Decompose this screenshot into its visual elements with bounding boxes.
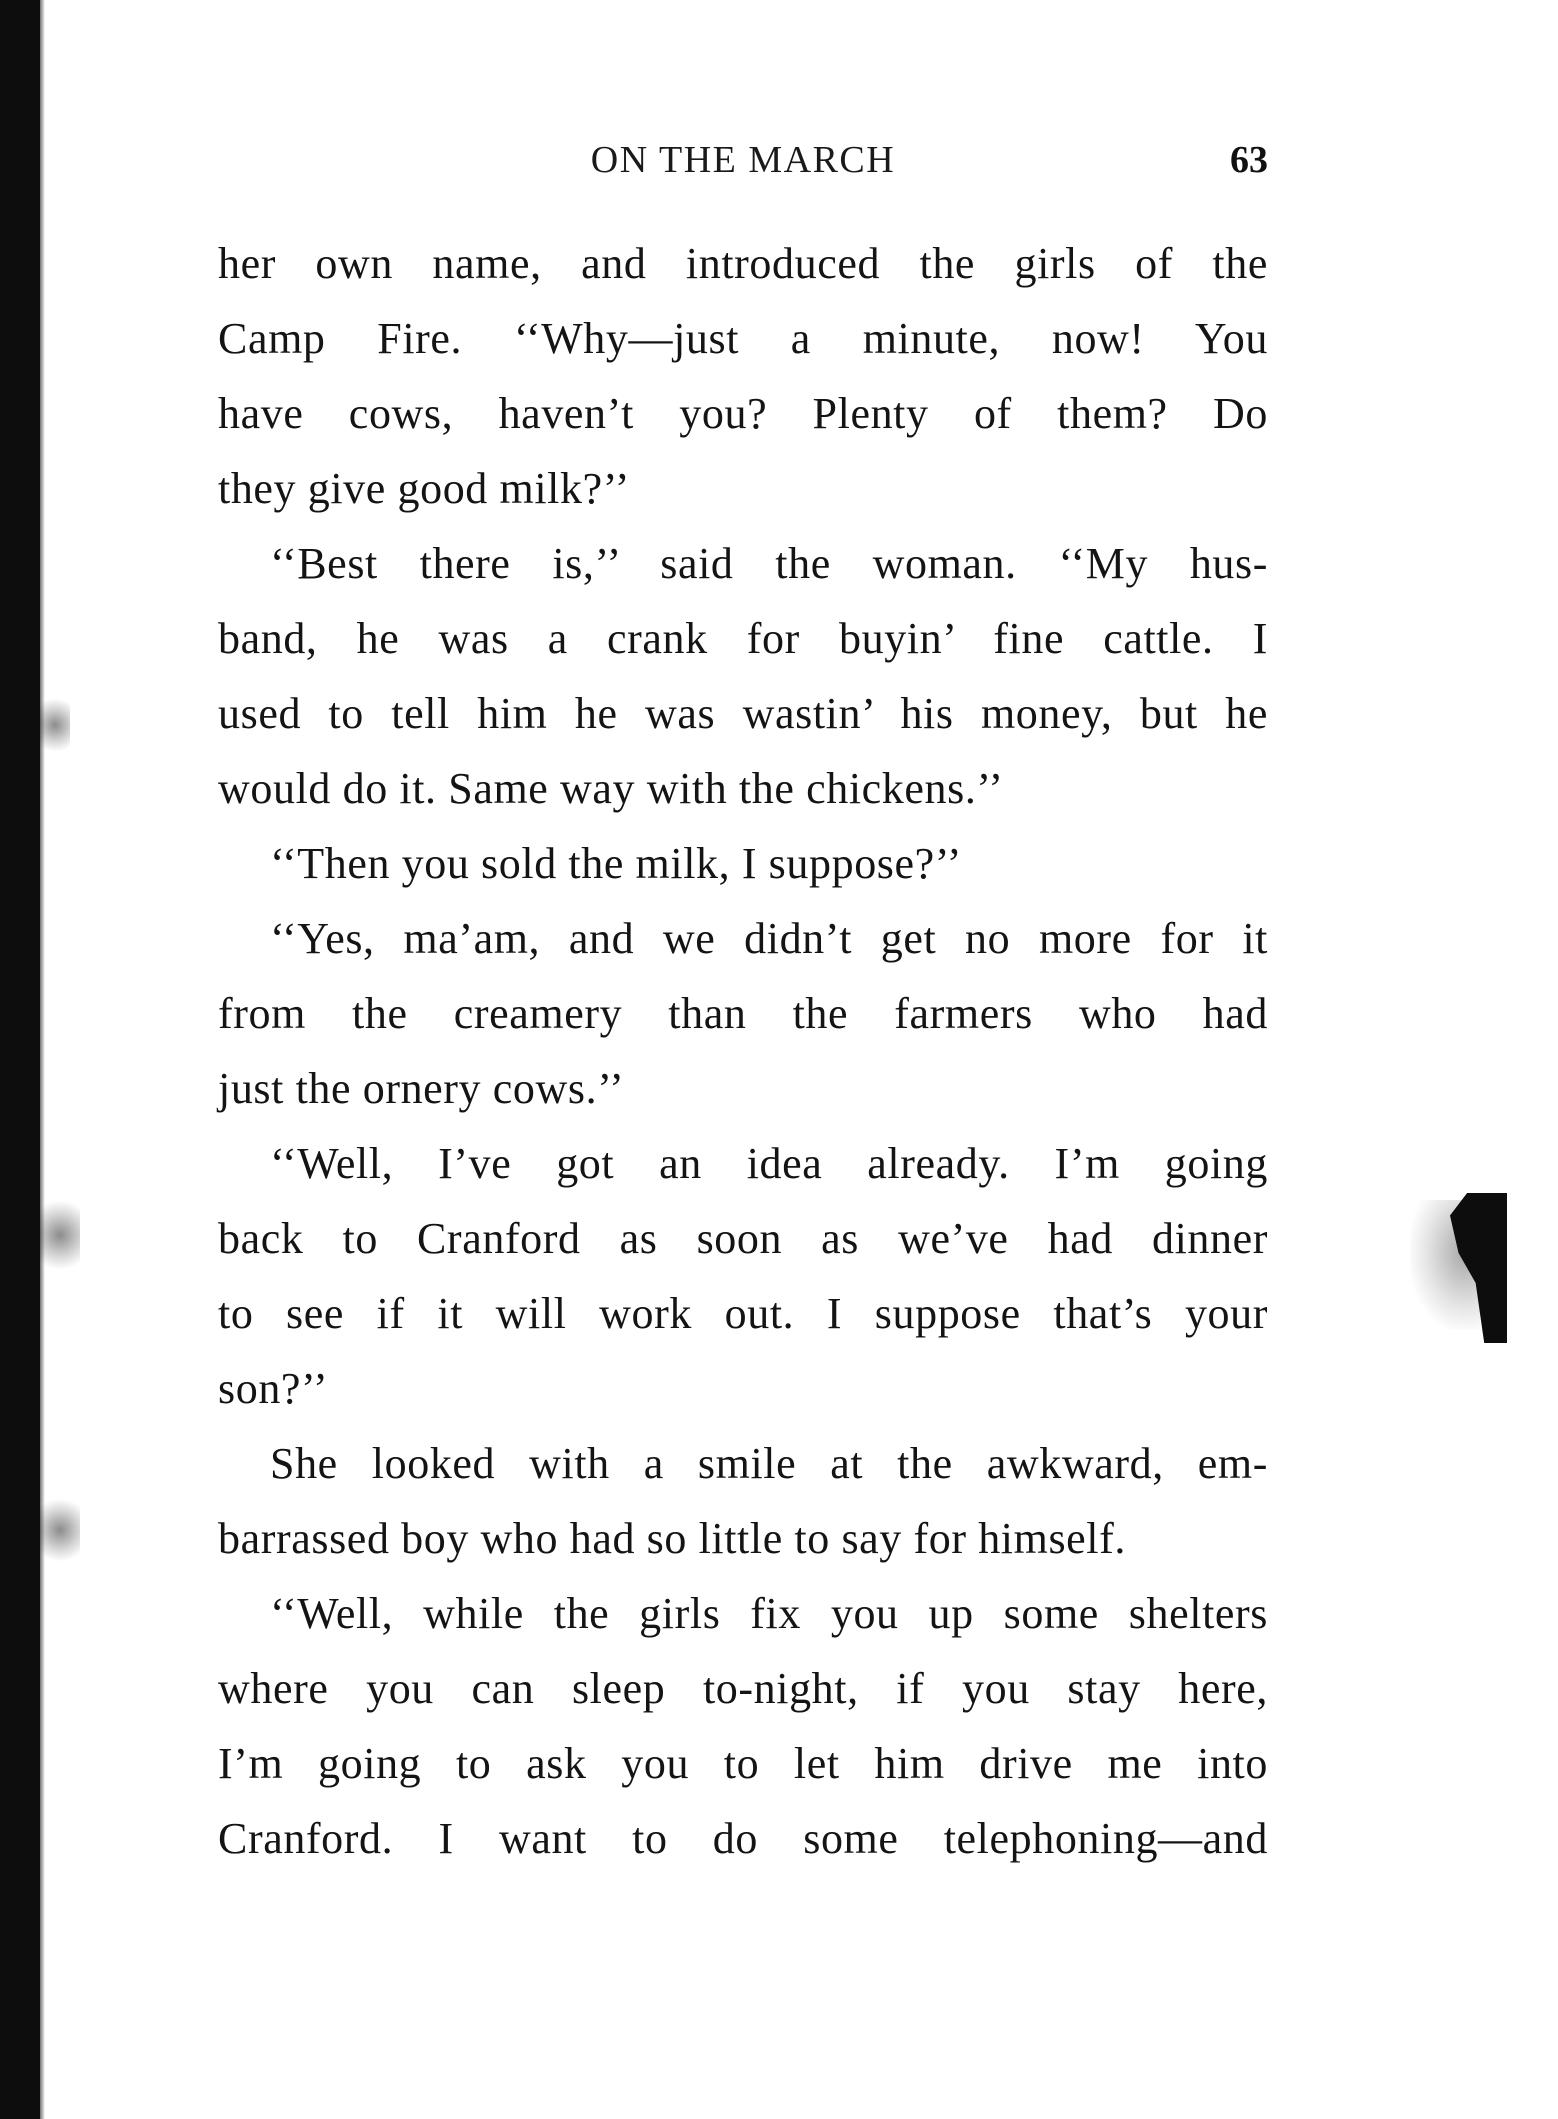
body-text [218, 226, 1268, 1876]
text-line: just the ornery cows.’’ [218, 1064, 625, 1113]
running-title: ON THE MARCH [590, 139, 896, 181]
text-line: Cranford. I want to do some telephoning—and [218, 1814, 1268, 1863]
text-line: would do it. Same way with the chickens.’’ [218, 764, 1004, 813]
text-line: have cows, haven’t you? Plenty of them? Do [218, 389, 1268, 438]
text-line: ‘‘Well, while the girls fix you up some shelters [270, 1589, 1268, 1638]
text-line: where you can sleep to-night, if you stay here, [218, 1664, 1268, 1713]
text-line: used to tell him he was wastin’ his money, but he [218, 689, 1268, 738]
text-line: ‘‘Yes, ma’am, and we didn’t get no more for it [270, 914, 1268, 963]
text-line: to see if it will work out. I suppose that’s your [218, 1289, 1268, 1338]
text-line: from the creamery than the farmers who had [218, 989, 1268, 1038]
text-line: I’m going to ask you to let him drive me into [218, 1739, 1268, 1788]
text-line: barrassed boy who had so little to say for himself. [218, 1514, 1126, 1563]
text-line: back to Cranford as soon as we’ve had dinner [218, 1214, 1268, 1263]
page-number: 63 [1230, 139, 1268, 181]
binding-shadow [0, 0, 40, 2119]
scan-speck [40, 690, 70, 760]
text-line: ‘‘Then you sold the milk, I suppose?’’ [270, 839, 963, 888]
binding-shadow-edge [40, 0, 45, 2119]
text-line: ‘‘Well, I’ve got an idea already. I’m going [270, 1139, 1268, 1188]
scan-speck [40, 1190, 80, 1280]
text-line: band, he was a crank for buyin’ fine cattle. I [218, 614, 1268, 663]
text-line: Camp Fire. ‘‘Why—just a minute, now! You [218, 314, 1268, 363]
text-line: they give good milk?’’ [218, 464, 630, 513]
text-line: son?’’ [218, 1364, 329, 1413]
text-line: ‘‘Best there is,’’ said the woman. ‘‘My hus- [270, 539, 1268, 588]
running-head [218, 138, 1268, 188]
text-line: her own name, and introduced the girls of the [218, 239, 1268, 288]
text-line: She looked with a smile at the awkward, em- [270, 1439, 1268, 1488]
scan-speck [40, 1490, 80, 1570]
